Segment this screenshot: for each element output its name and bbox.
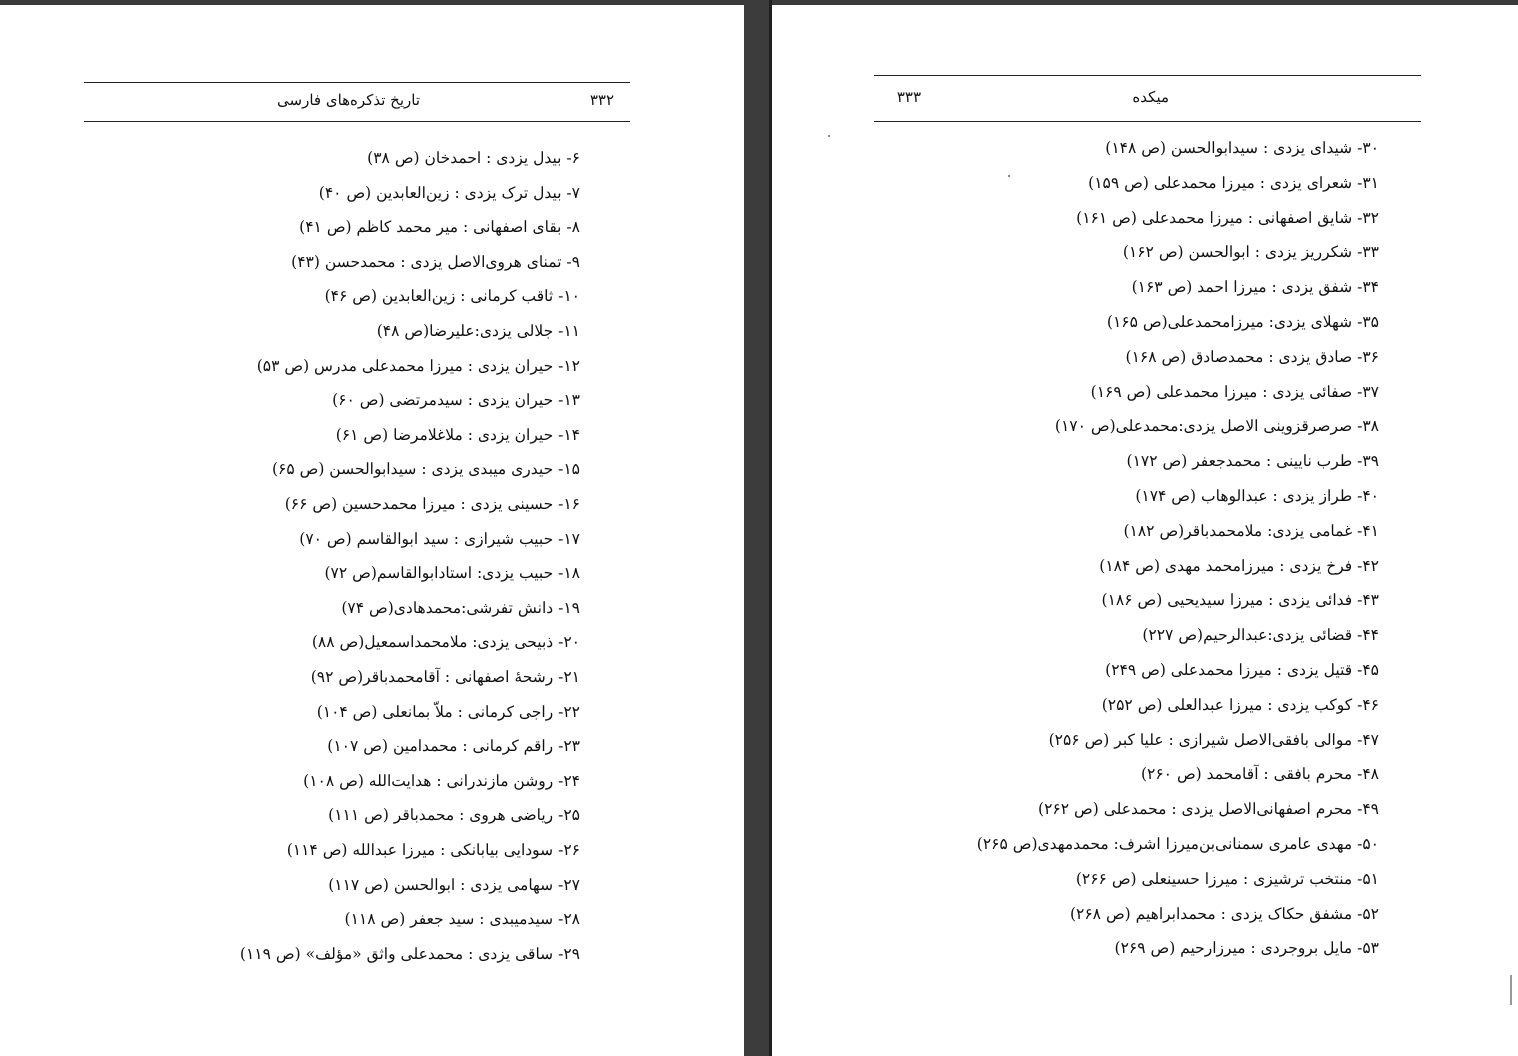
- list-item: ۳۴- شفق یزدی : میرزا احمد (ص ۱۶۳): [1131, 278, 1379, 297]
- list-item: ۴۹- محرم اصفهانی‌الاصل یزدی : محمدعلی (ص ۲۶۲): [1038, 800, 1379, 819]
- list-item: ۱۴- حیران یزدی : ملاغلامرضا (ص ۶۱): [335, 425, 580, 444]
- list-item: ۳۸- صرصرقزوینی الاصل یزدی:محمدعلی(ص ۱۷۰): [1054, 417, 1379, 436]
- list-item: ۸- بقای اصفهانی : میر محمد کاظم (ص ۴۱): [299, 218, 580, 237]
- scan-speck: [1008, 175, 1010, 177]
- list-item: ۲۰- ذبیحی یزدی: ملامحمداسمعیل(ص ۸۸): [311, 633, 580, 652]
- list-item: ۷- بیدل ترک یزدی : زین‌العابدین (ص ۴۰): [318, 183, 580, 202]
- list-item: ۱۲- حیران یزدی : میرزا محمدعلی مدرس (ص ۵۳): [256, 356, 580, 375]
- list-item: ۱۷- حبیب شیرازی : سید ابوالقاسم (ص ۷۰): [299, 529, 580, 548]
- list-item: ۴۰- طراز یزدی : عبدالوهاب (ص ۱۷۴): [1135, 487, 1379, 505]
- left-page-number: ۳۳۲: [589, 91, 614, 109]
- list-item: ۳۵- شهلای یزدی: میرزامحمدعلی(ص ۱۶۵): [1106, 313, 1379, 331]
- list-item: ۴۳- فدائی یزدی : میرزا سیدیحیی (ص ۱۸۶): [1101, 591, 1379, 610]
- list-item: ۳۰- شیدای یزدی : سیدابوالحسن (ص ۱۴۸): [1105, 139, 1379, 157]
- list-item: ۲۶- سودایی بیابانکی : میرزا عبدالله (ص ۱۱۴): [286, 841, 580, 859]
- list-item: ۳۱- شعرای یزدی : میرزا محمدعلی (ص ۱۵۹): [1088, 173, 1379, 192]
- list-item: ۲۸- سیدمیبدی : سید جعفر (ص ۱۱۸): [344, 910, 580, 929]
- left-page-header: [84, 82, 630, 122]
- list-item: ۲۳- راقم کرمانی : محمدامین (ص ۱۰۷): [327, 737, 580, 756]
- right-page-entry-list: [874, 138, 1379, 968]
- list-item: ۴۸- محرم بافقی : آقامحمد (ص ۲۶۰): [1140, 765, 1379, 784]
- list-item: ۴۷- موالی بافقی‌الاصل شیرازی : علیا کبر (ص ۲۵۶): [1048, 730, 1379, 749]
- list-item: ۹- تمنای هروی‌الاصل یزدی : محمدحسن (۴۳): [291, 252, 580, 271]
- list-item: ۵۳- مایل بروجردی : میرزارحیم (ص ۲۶۹): [1114, 939, 1379, 958]
- list-item: ۴۵- قتیل یزدی : میرزا محمدعلی (ص ۲۴۹): [1105, 661, 1379, 679]
- page-gutter: [744, 0, 772, 1056]
- list-item: ۲۹- ساقی یزدی : محمدعلی واثق «مؤلف» (ص ۱۱۹): [239, 944, 580, 963]
- list-item: ۳۶- صادق یزدی : محمدصادق (ص ۱۶۸): [1125, 347, 1379, 366]
- list-item: ۲۴- روشن مازندرانی : هدایت‌الله (ص ۱۰۸): [303, 771, 580, 790]
- list-item: ۳۷- صفائی یزدی : میرزا محمدعلی (ص ۱۶۹): [1090, 382, 1379, 401]
- list-item: ۵۰- مهدی عامری سمنانی‌بن‌میرزا اشرف: محمدمهدی(ص ۲۶۵): [976, 835, 1379, 853]
- list-item: ۱۸- حبیب یزدی: استادابوالقاسم(ص ۷۲): [324, 564, 580, 583]
- left-page-running-title: تاریخ تذکره‌های فارسی: [277, 91, 420, 109]
- list-item: ۱۳- حیران یزدی : سیدمرتضی (ص ۶۰): [332, 391, 580, 410]
- list-item: ۶- بیدل یزدی : احمدخان (ص ۳۸): [367, 149, 580, 167]
- left-page: [0, 5, 744, 1056]
- list-item: ۳۹- طرب نایینی : محمدجعفر (ص ۱۷۲): [1126, 452, 1379, 471]
- scan-speck: [828, 135, 830, 137]
- right-page-header: [874, 75, 1421, 122]
- list-item: ۵۱- منتخب ترشیزی : میرزا حسینعلی (ص ۲۶۶): [1075, 869, 1379, 888]
- list-item: ۴۱- غمامی یزدی: ملامحمدباقر(ص ۱۸۲): [1123, 521, 1379, 540]
- left-page-entry-list: [84, 148, 580, 988]
- list-item: ۴۶- کوکب یزدی : میرزا عبدالعلی (ص ۲۵۲): [1101, 695, 1379, 714]
- list-item: ۲۲- راجی کرمانی : ملاّ بمانعلی (ص ۱۰۴): [316, 702, 580, 721]
- right-page-running-title: میکده: [1132, 88, 1169, 106]
- list-item: ۱۰- ثاقب کرمانی : زین‌العابدین (ص ۴۶): [324, 287, 580, 306]
- right-page: [772, 5, 1518, 1056]
- right-page-number: ۳۳۳: [896, 88, 921, 106]
- list-item: ۴۴- قضائی یزدی:عبدالرحیم(ص ۲۲۷): [1142, 626, 1379, 645]
- list-item: ۱۹- دانش تفرشی:محمدهادی(ص ۷۴): [341, 598, 580, 617]
- list-item: ۱۱- جلالی یزدی:علیرضا(ص ۴۸): [376, 322, 580, 340]
- list-item: ۱۵- حیدری میبدی یزدی : سیدابوالحسن (ص ۶۵): [271, 460, 580, 479]
- list-item: ۳۲- شایق اصفهانی : میرزا محمدعلی (ص ۱۶۱): [1076, 208, 1379, 227]
- list-item: ۲۵- ریاضی هروی : محمدباقر (ص ۱۱۱): [328, 806, 580, 825]
- list-item: ۳۳- شکرریز یزدی : ابوالحسن (ص ۱۶۲): [1122, 243, 1379, 262]
- list-item: ۴۲- فرخ یزدی : میرزامحمد مهدی (ص ۱۸۴): [1099, 556, 1379, 575]
- list-item: ۲۷- سهامی یزدی : ابوالحسن (ص ۱۱۷): [328, 875, 580, 894]
- scroll-indicator[interactable]: [1510, 975, 1512, 1005]
- list-item: ۲۱- رشحهٔ اصفهانی : آقامحمدباقر(ص ۹۲): [310, 668, 580, 686]
- list-item: ۱۶- حسینی یزدی : میرزا محمدحسین (ص ۶۶): [284, 495, 580, 513]
- list-item: ۵۲- مشفق حکاک یزدی : محمدابراهیم (ص ۲۶۸): [1069, 904, 1379, 923]
